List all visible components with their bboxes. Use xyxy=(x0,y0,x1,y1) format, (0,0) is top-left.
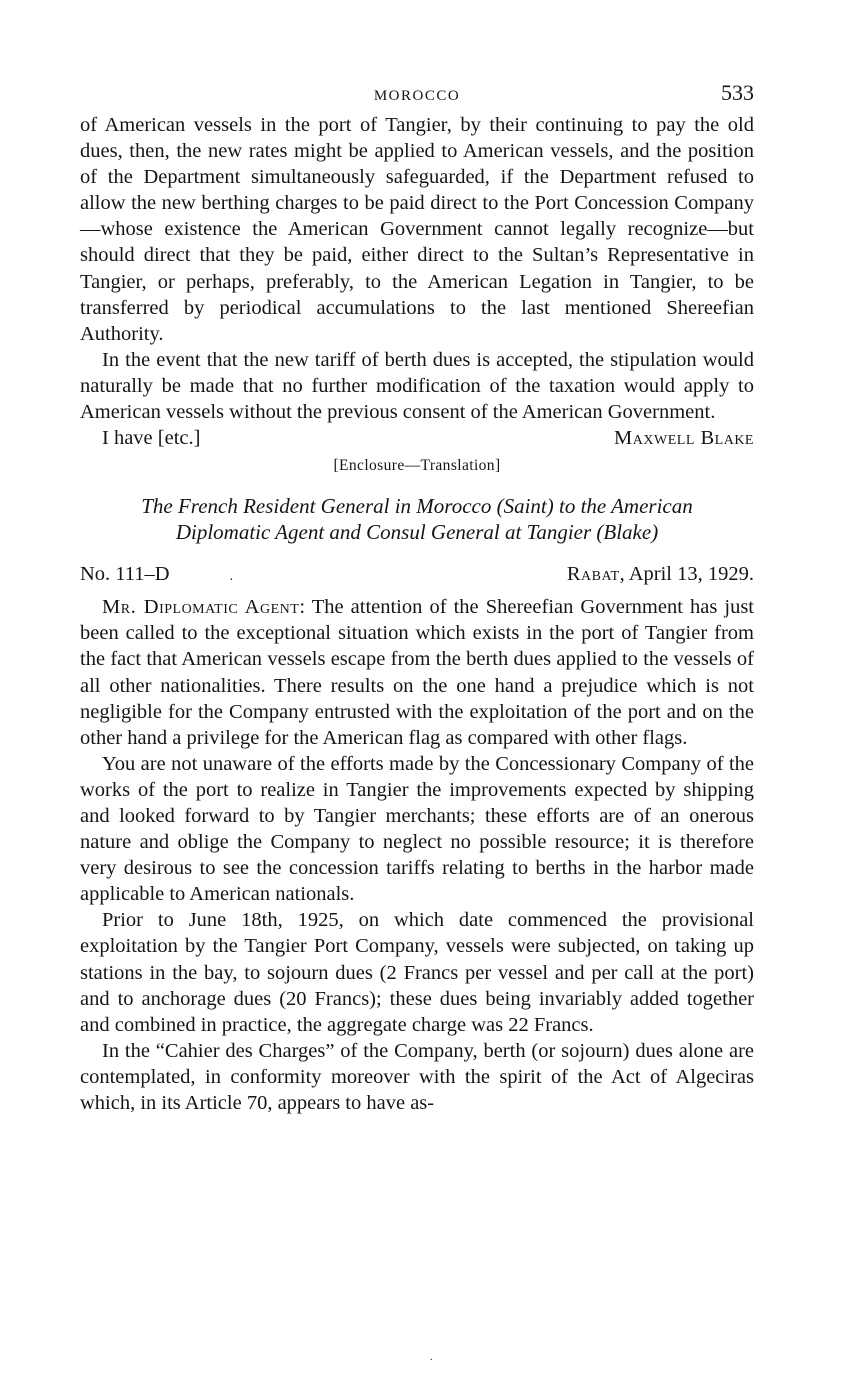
document-title xyxy=(80,493,754,545)
place-and-date xyxy=(567,561,754,587)
page-number: 533 xyxy=(721,80,754,105)
document-title-line-2: Diplomatic Agent and Consul General at Tangier (Blake) xyxy=(175,520,659,545)
document-number: No. 111–D xyxy=(80,563,170,586)
signoff-line xyxy=(80,425,754,451)
paragraph-cahier-des-charges: In the “Cahier des Charges” of the Company, berth (or sojourn) dues alone are contemplated, in conformity moreover with the spirit of the Act of Algeciras which, in its Article 70, appears to have as- xyxy=(80,1039,754,1114)
running-title: MOROCCO xyxy=(373,88,461,104)
paragraph-prior-dues: Prior to June 18th, 1925, on which date commenced the provisional exploitation by the Tangier Port Company, vessels were subjected, on taking up stations in the bay, to sojourn dues (2 Francs per vessel and per call at the port) and to anchorage dues (20 Francs); these dues being invariably added together and combined in practice, the aggregate charge was 22 Francs. xyxy=(80,909,754,1036)
paragraph-salutation xyxy=(80,594,754,751)
salutation: Mr. Diplomatic Agent xyxy=(102,596,300,619)
page-header xyxy=(80,78,754,112)
reference-line xyxy=(80,561,754,590)
letter-date: , April 13, 1929. xyxy=(619,563,754,586)
footer-mark: . xyxy=(430,1352,433,1363)
reference-dot: . xyxy=(229,569,234,585)
salutation-text: : The attention of the Shereefian Government has just been called to the exceptional situation which exists in the port of Tangier from the fact that American vessels escape from the berth dues applied to the vessels of all other nationalities. There results on the one hand a prejudice which is not negligible for the Company entrusted with the exploitation of the port and on the other hand a privilege for the American flag as compared with other flags. xyxy=(80,596,754,749)
paragraph-continuation: of American vessels in the port of Tangier, by their continuing to pay the old dues, then, the new rates might be applied to American vessels, and the position of the Department simultaneously safeguarded, if the Department refused to allow the new berthing charges to be paid direct to the Port Concession Company—whose existence the American Government cannot legally recognize—but should direct that they be paid, either direct to the Sultan’s Representative in Tangier, or perhaps, preferably, to the American Legation in Tangier, to be transferred by periodical accumulations to the last mentioned Shereefian Authority. xyxy=(80,114,754,345)
paragraph-tariff-condition: In the event that the new tariff of berth dues is accepted, the stipulation would naturally be made that no further modification of the taxation would apply to American vessels without the previous consent of the American Government. xyxy=(80,348,754,424)
document-title-line-1: The French Resident General in Morocco (Saint) to the American xyxy=(141,494,693,519)
signature: Maxwell Blake xyxy=(614,427,754,450)
closing-text: I have [etc.] xyxy=(102,427,201,450)
paragraph-concession-efforts: You are not unaware of the efforts made by the Concessionary Company of the works of the port to realize in Tangier the improvements expected by shipping and looked forward to by Tangier merchants; these efforts are of an onerous nature and oblige the Company to neglect no possible resource; it is therefore very desirous to see the concession tariffs relating to berths in the harbor made applicable to American nationals. xyxy=(80,752,754,906)
place-name: Rabat xyxy=(566,563,620,586)
enclosure-label: [Enclosure—Translation] xyxy=(333,457,501,475)
document-page xyxy=(80,78,754,1116)
